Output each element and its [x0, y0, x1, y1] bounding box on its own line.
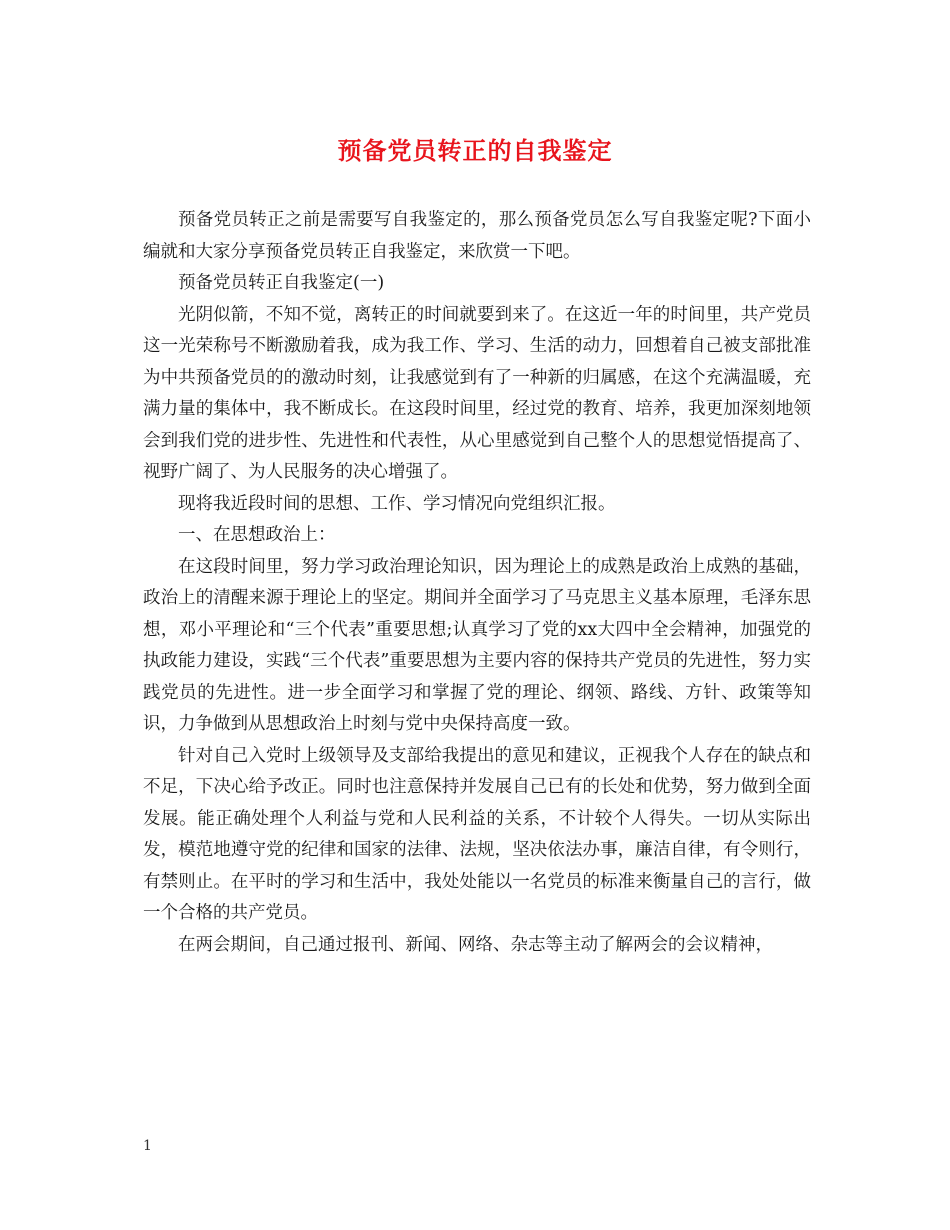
document-body: [143, 205, 811, 961]
paragraph: 光阴似箭，不知不觉，离转正的时间就要到来了。在这近一年的时间里，共产党员这一光荣称号不断激励着我，成为我工作、学习、生活的动力，回想着自己被支部批准为中共预备党员的的激动时刻，让我感觉到有了一种新的归属感，在这个充满温暖，充满力量的集体中，我不断成长。在这段时间里，经过党的教育、培养，我更加深刻地领会到我们党的进步性、先进性和代表性，从心里感觉到自己整个人的思想觉悟提高了、视野广阔了、为人民服务的决心增强了。: [143, 304, 811, 482]
paragraph: 在这段时间里，努力学习政治理论知识，因为理论上的成熟是政治上成熟的基础，政治上的清醒来源于理论上的坚定。期间并全面学习了马克思主义基本原理，毛泽东思想，邓小平理论和“三个代表”重要思想;认真学习了党的xx大四中全会精神，加强党的执政能力建设，实践“三个代表”重要思想为主要内容的保持共产党员的先进性，努力实践党员的先进性。进一步全面学习和掌握了党的理论、纲领、路线、方针、政策等知识，力争做到从思想政治上时刻与党中央保持高度一致。: [143, 556, 811, 734]
paragraph-intro: 预备党员转正之前是需要写自我鉴定的，那么预备党员怎么写自我鉴定呢?下面小编就和大家分享预备党员转正自我鉴定，来欣赏一下吧。: [143, 210, 811, 262]
paragraph: 针对自己入党时上级领导及支部给我提出的意见和建议，正视我个人存在的缺点和不足，下决心给予改正。同时也注意保持并发展自己已有的长处和优势，努力做到全面发展。能正确处理个人利益与党和人民利益的关系，不计较个人得失。一切从实际出发，模范地遵守党的纪律和国家的法律、法规，坚决依法办事，廉洁自律，有令则行，有禁则止。在平时的学习和生活中，我处处能以一名党员的标准来衡量自己的言行，做一个合格的共产党员。: [143, 745, 811, 923]
subsection-heading: 一、在思想政治上：: [178, 525, 336, 545]
paragraph: 在两会期间，自己通过报刊、新闻、网络、杂志等主动了解两会的会议精神，: [178, 934, 773, 955]
document-title: 预备党员转正的自我鉴定: [337, 137, 613, 165]
section-heading: 预备党员转正自我鉴定(一): [178, 273, 385, 293]
paragraph: 现将我近段时间的思想、工作、学习情况向党组织汇报。: [178, 493, 616, 514]
page-number: 1: [143, 1138, 152, 1154]
